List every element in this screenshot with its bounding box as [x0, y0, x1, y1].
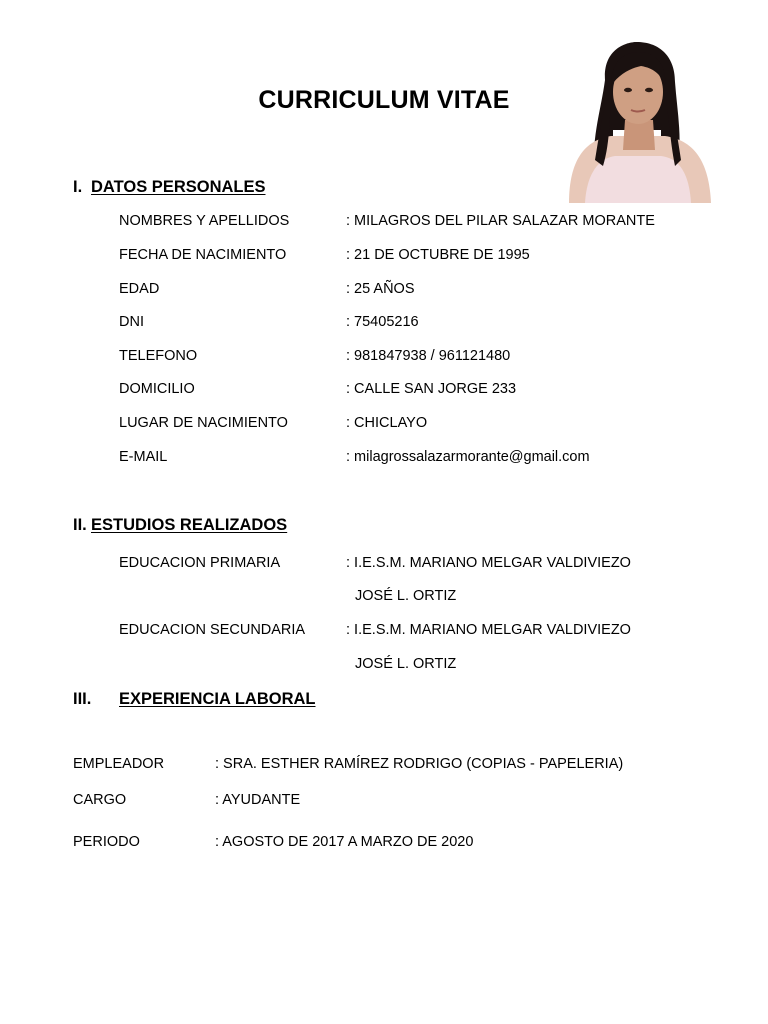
section-experience-heading: [73, 690, 316, 709]
row-key: TELEFONO: [119, 348, 198, 364]
row-value: : 981847938 / 961121480: [346, 348, 511, 364]
row-key: DNI: [119, 314, 144, 330]
row-key: FECHA DE NACIMIENTO: [119, 247, 287, 263]
row-value: : 75405216: [346, 314, 419, 330]
row-key: LUGAR DE NACIMIENTO: [119, 415, 288, 431]
row-key: EDUCACION SECUNDARIA: [119, 622, 306, 638]
section-number: I.: [73, 178, 83, 196]
section-studies-heading: [73, 516, 287, 535]
row-value: : MILAGROS DEL PILAR SALAZAR MORANTE: [346, 213, 655, 229]
row-value: : AGOSTO DE 2017 A MARZO DE 2020: [215, 834, 474, 850]
row-value: JOSÉ L. ORTIZ: [355, 588, 457, 604]
row-key: PERIODO: [73, 834, 140, 850]
row-key: EDUCACION PRIMARIA: [119, 555, 281, 571]
section-number: III.: [73, 690, 92, 708]
profile-photo: [565, 40, 712, 203]
row-key: DOMICILIO: [119, 381, 195, 397]
row-value: : AYUDANTE: [215, 792, 301, 808]
row-value: : 21 DE OCTUBRE DE 1995: [346, 247, 530, 263]
section-label: ESTUDIOS REALIZADOS: [91, 516, 288, 534]
row-key: CARGO: [73, 792, 127, 808]
document-title: CURRICULUM VITAE: [258, 86, 510, 114]
row-value: : SRA. ESTHER RAMÍREZ RODRIGO (COPIAS - PAPELERIA): [215, 756, 624, 772]
row-value: JOSÉ L. ORTIZ: [355, 656, 457, 672]
row-key: NOMBRES Y APELLIDOS: [119, 213, 290, 229]
section-label: EXPERIENCIA LABORAL: [119, 690, 316, 708]
row-key: E-MAIL: [119, 449, 168, 465]
row-value: : I.E.S.M. MARIANO MELGAR VALDIVIEZO: [346, 622, 631, 638]
row-value: : I.E.S.M. MARIANO MELGAR VALDIVIEZO: [346, 555, 631, 571]
section-personal-heading: [73, 178, 266, 197]
row-key: EDAD: [119, 281, 160, 297]
row-key: EMPLEADOR: [73, 756, 165, 772]
section-number: II.: [73, 516, 87, 534]
row-value: : CHICLAYO: [346, 415, 428, 431]
row-value: : 25 AÑOS: [346, 281, 415, 297]
row-value: : CALLE SAN JORGE 233: [346, 381, 517, 397]
section-label: DATOS PERSONALES: [91, 178, 266, 196]
email-link[interactable]: : milagrossalazarmorante@gmail.com: [346, 449, 590, 465]
